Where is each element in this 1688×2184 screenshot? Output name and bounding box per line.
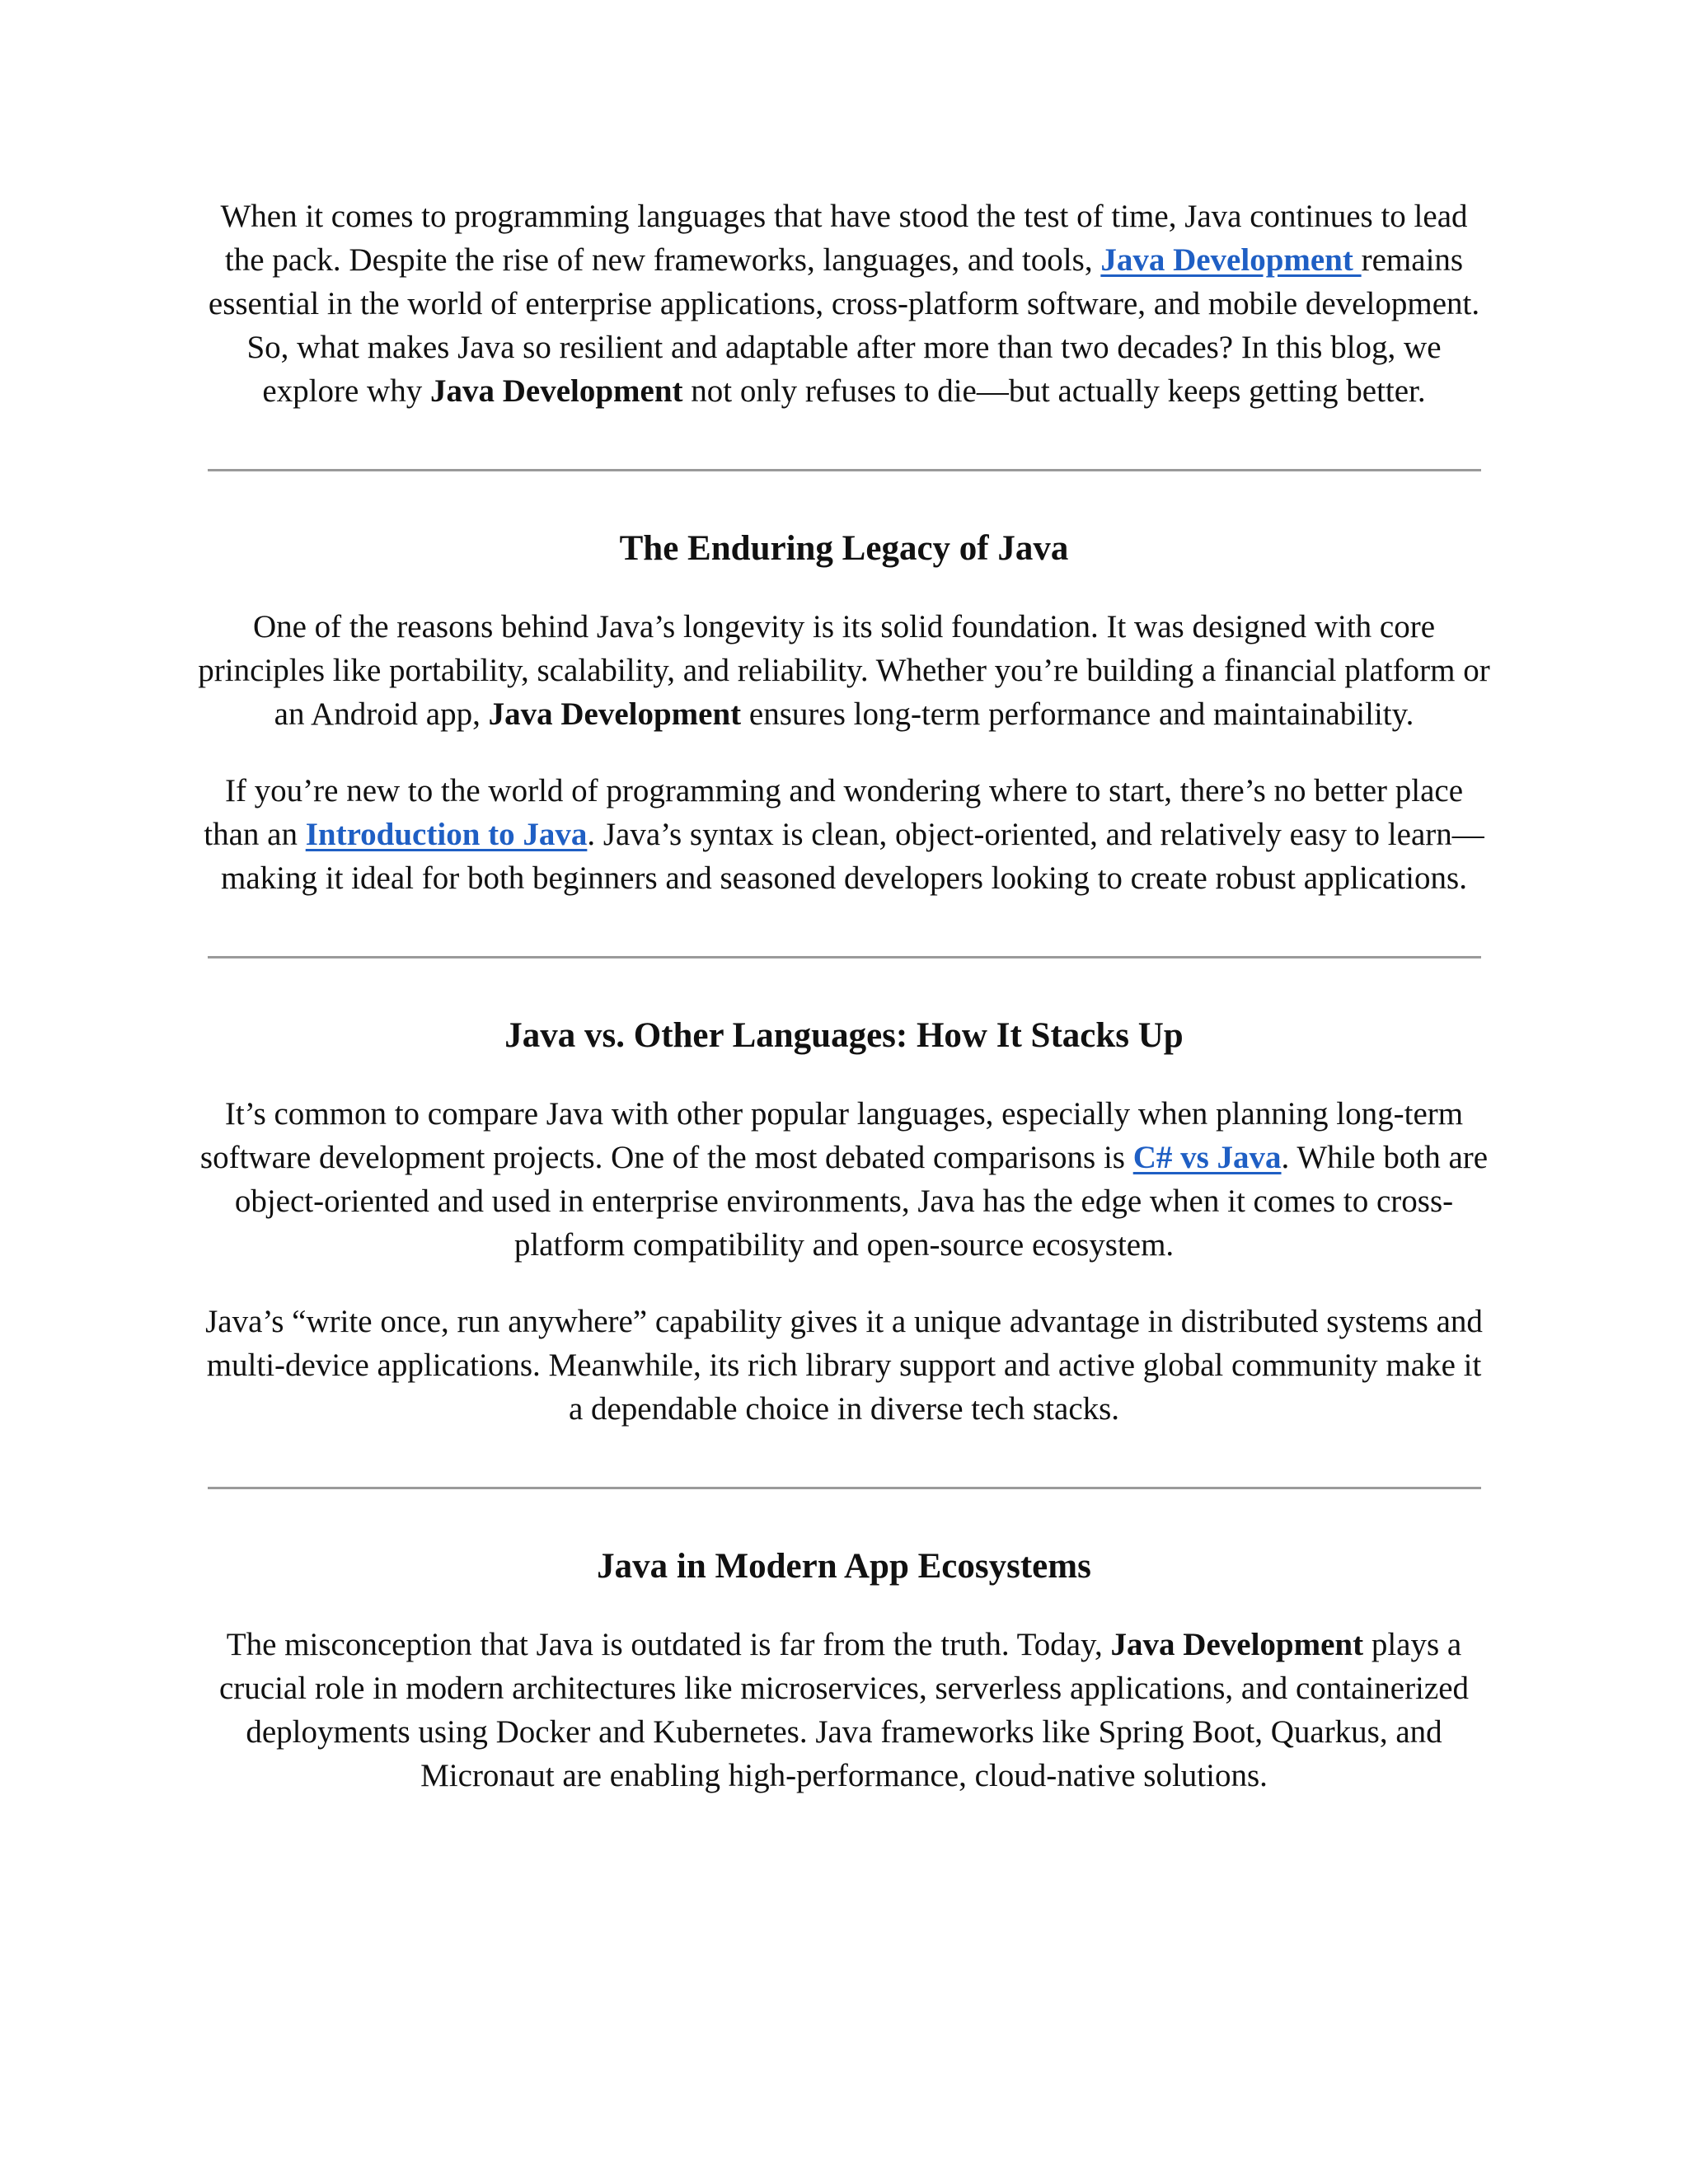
- section-divider: [208, 469, 1481, 471]
- modern-bold-text: Java Development: [1110, 1627, 1364, 1662]
- csharp-vs-java-link[interactable]: C# vs Java: [1132, 1140, 1282, 1175]
- compare-text: . While both are object-oriented and used in enterprise environments, Java has the edge when it comes to cross-platform compatibility and open-source ecosystem.: [234, 1140, 1489, 1263]
- section-heading-compare: Java vs. Other Languages: How It Stacks Up: [504, 1016, 1184, 1055]
- intro-text: When it comes to programming languages that have stood the test of time, Java continues to lead the pack. Despite the rise of new frameworks, languages, and tools,: [220, 199, 1468, 278]
- intro-bold-text: Java Development: [429, 373, 683, 409]
- legacy-paragraph-1: [198, 605, 1490, 736]
- intro-text: not only refuses to die—but actually keeps getting better.: [682, 373, 1426, 409]
- document-content: [198, 194, 1490, 1797]
- section-divider: [208, 1487, 1481, 1489]
- intro-paragraph: [198, 194, 1490, 413]
- legacy-paragraph-2: [198, 769, 1490, 900]
- legacy-bold-text: Java Development: [488, 696, 742, 732]
- modern-paragraph-1: [198, 1623, 1490, 1797]
- section-divider: [208, 956, 1481, 958]
- modern-text: The misconception that Java is outdated is far from the truth. Today,: [226, 1627, 1111, 1662]
- legacy-text: One of the reasons behind Java’s longevity is its solid foundation. It was designed with core principles like portability, scalability, and reliability. Whether you’re building a financial platform or an Android app,: [198, 609, 1490, 732]
- introduction-to-java-link[interactable]: Introduction to Java: [305, 817, 588, 852]
- compare-paragraph-2: Java’s “write once, run anywhere” capability gives it a unique advantage in distributed systems and multi-device applications. Meanwhile, its rich library support and active global community make it a dependable choice in diverse tech stacks.: [205, 1304, 1483, 1427]
- legacy-text: ensures long-term performance and maintainability.: [741, 696, 1414, 732]
- intro-text: remains essential in the world of enterprise applications, cross-platform software, and mobile development. So, what makes Java so resilient and adaptable after more than two decades? In this blog, we explore why: [208, 242, 1480, 409]
- modern-text: plays a crucial role in modern architectures like microservices, serverless applications, and containerized deployments using Docker and Kubernetes. Java frameworks like Spring Boot, Quarkus, and Micronaut are enabling high-performance, cloud-native solutions.: [218, 1627, 1470, 1793]
- legacy-text: If you’re new to the world of programming and wondering where to start, there’s no better place than an: [204, 773, 1464, 852]
- section-heading-modern: Java in Modern App Ecosystems: [597, 1547, 1091, 1586]
- java-development-link[interactable]: Java Development: [1100, 242, 1362, 278]
- legacy-text: . Java’s syntax is clean, object-oriented, and relatively easy to learn—making it ideal for both beginners and seasoned developers looking to create robust applications.: [221, 817, 1484, 896]
- compare-text: It’s common to compare Java with other popular languages, especially when planning long-term software development projects. One of the most debated comparisons is: [199, 1096, 1464, 1175]
- section-heading-legacy: The Enduring Legacy of Java: [619, 529, 1069, 568]
- compare-paragraph-1: [198, 1092, 1490, 1267]
